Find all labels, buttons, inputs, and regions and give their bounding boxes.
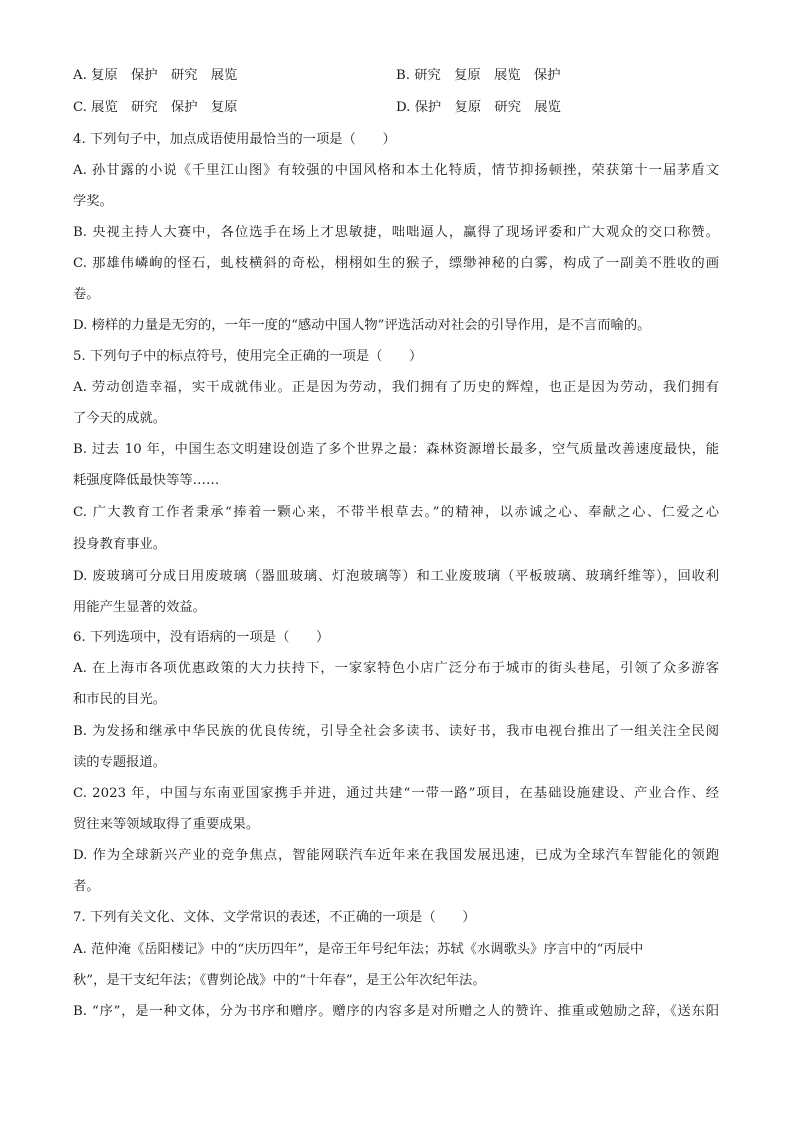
q7-option-b-line1: B. “序”，是一种文体，分为书序和赠序。赠序的内容多是对所赠之人的赞许、推重或勉励之辞，《送东阳: [73, 1004, 719, 1019]
q3-option-d: D. 保护 复原 研究 展览: [396, 100, 561, 115]
q6-option-a-line1: A. 在上海市各项优惠政策的大力扶持下，一家家特色小店广泛分布于城市的街头巷尾，引领了众多游客: [73, 661, 719, 676]
q5-option-b-line1: B. 过去 10 年，中国生态文明建设创造了多个世界之最：森林资源增长最多，空气质量改善速度最快，能: [73, 442, 719, 457]
q7-option-a-line2: 秋”，是干支纪年法；《曹刿论战》中的“十年春”，是王公年次纪年法。: [73, 973, 486, 988]
q7-option-a-line1: A. 范仲淹《岳阳楼记》中的“庆历四年”，是帝王年号纪年法；苏轼《水调歌头》序言中的“丙辰中: [73, 942, 644, 957]
q6-stem: 6. 下列选项中，没有语病的一项是（ ）: [73, 630, 330, 645]
q4-option-c-line2: 卷。: [73, 287, 100, 302]
q3-option-b: B. 研究 复原 展览 保护: [396, 68, 561, 83]
q6-option-b-line1: B. 为发扬和继承中华民族的优良传统，引导全社会多读书、读好书，我市电视台推出了一组关注全民阅: [73, 724, 719, 739]
q4-option-a-line1: A. 孙甘露的小说《千里江山图》有较强的中国风格和本土化特质，情节抑扬顿挫，荣获第十一届茅盾文: [73, 163, 719, 178]
q5-option-c-line2: 投身教育事业。: [73, 537, 167, 552]
q6-option-d-line1: D. 作为全球新兴产业的竞争焦点，智能网联汽车近年来在我国发展迅速，已成为全球汽车智能化的领跑: [73, 848, 719, 863]
q5-option-a-line2: 了今天的成就。: [73, 411, 167, 426]
q6-option-a-line2: 和市民的目光。: [73, 692, 167, 707]
q5-option-a-line1: A. 劳动创造幸福，实干成就伟业。正是因为劳动，我们拥有了历史的辉煌，也正是因为劳动，我们拥有: [73, 380, 719, 395]
q5-option-c-line1: C. 广大教育工作者秉承“捧着一颗心来，不带半根草去。”的精神，以赤诚之心、奉献之心、仁爱之心: [73, 505, 719, 520]
q6-option-d-line2: 者。: [73, 879, 100, 894]
q6-option-c-line2: 贸往来等领域取得了重要成果。: [73, 817, 260, 832]
q4-option-a-line2: 学奖。: [73, 194, 113, 209]
q4-option-d-line1: D. 榜样的力量是无穷的，一年一度的“感动中国人物”评选活动对社会的引导作用，是不言而喻的。: [73, 318, 651, 333]
q3-option-c: C. 展览 研究 保护 复原: [73, 100, 238, 115]
q3-option-a: A. 复原 保护 研究 展览: [73, 68, 238, 83]
q5-option-b-line2: 耗强度降低最快等等……: [73, 473, 220, 488]
q5-option-d-line1: D. 废玻璃可分成日用废玻璃（器皿玻璃、灯泡玻璃等）和工业废玻璃（平板玻璃、玻璃纤维等），回收利: [73, 569, 719, 584]
q7-stem: 7. 下列有关文化、文体、文学常识的表述，不正确的一项是（ ）: [73, 910, 476, 925]
q5-option-d-line2: 用能产生显著的效益。: [73, 600, 206, 615]
q4-stem: 4. 下列句子中，加点成语使用最恰当的一项是（ ）: [73, 132, 396, 147]
q5-stem: 5. 下列句子中的标点符号，使用完全正确的一项是（ ）: [73, 349, 423, 364]
q6-option-b-line2: 读的专题报道。: [73, 755, 167, 770]
q4-option-c-line1: C. 那雄伟嶙峋的怪石，虬枝横斜的奇松，栩栩如生的猴子，缥缈神秘的白雾，构成了一副美不胜收的画: [73, 256, 719, 271]
q4-option-b-line1: B. 央视主持人大赛中，各位选手在场上才思敏捷，咄咄逼人，赢得了现场评委和广大观众的交口称赞。: [73, 225, 719, 240]
q6-option-c-line1: C. 2023 年，中国与东南亚国家携手并进，通过共建“一带一路”项目，在基础设施建设、产业合作、经: [73, 786, 719, 801]
